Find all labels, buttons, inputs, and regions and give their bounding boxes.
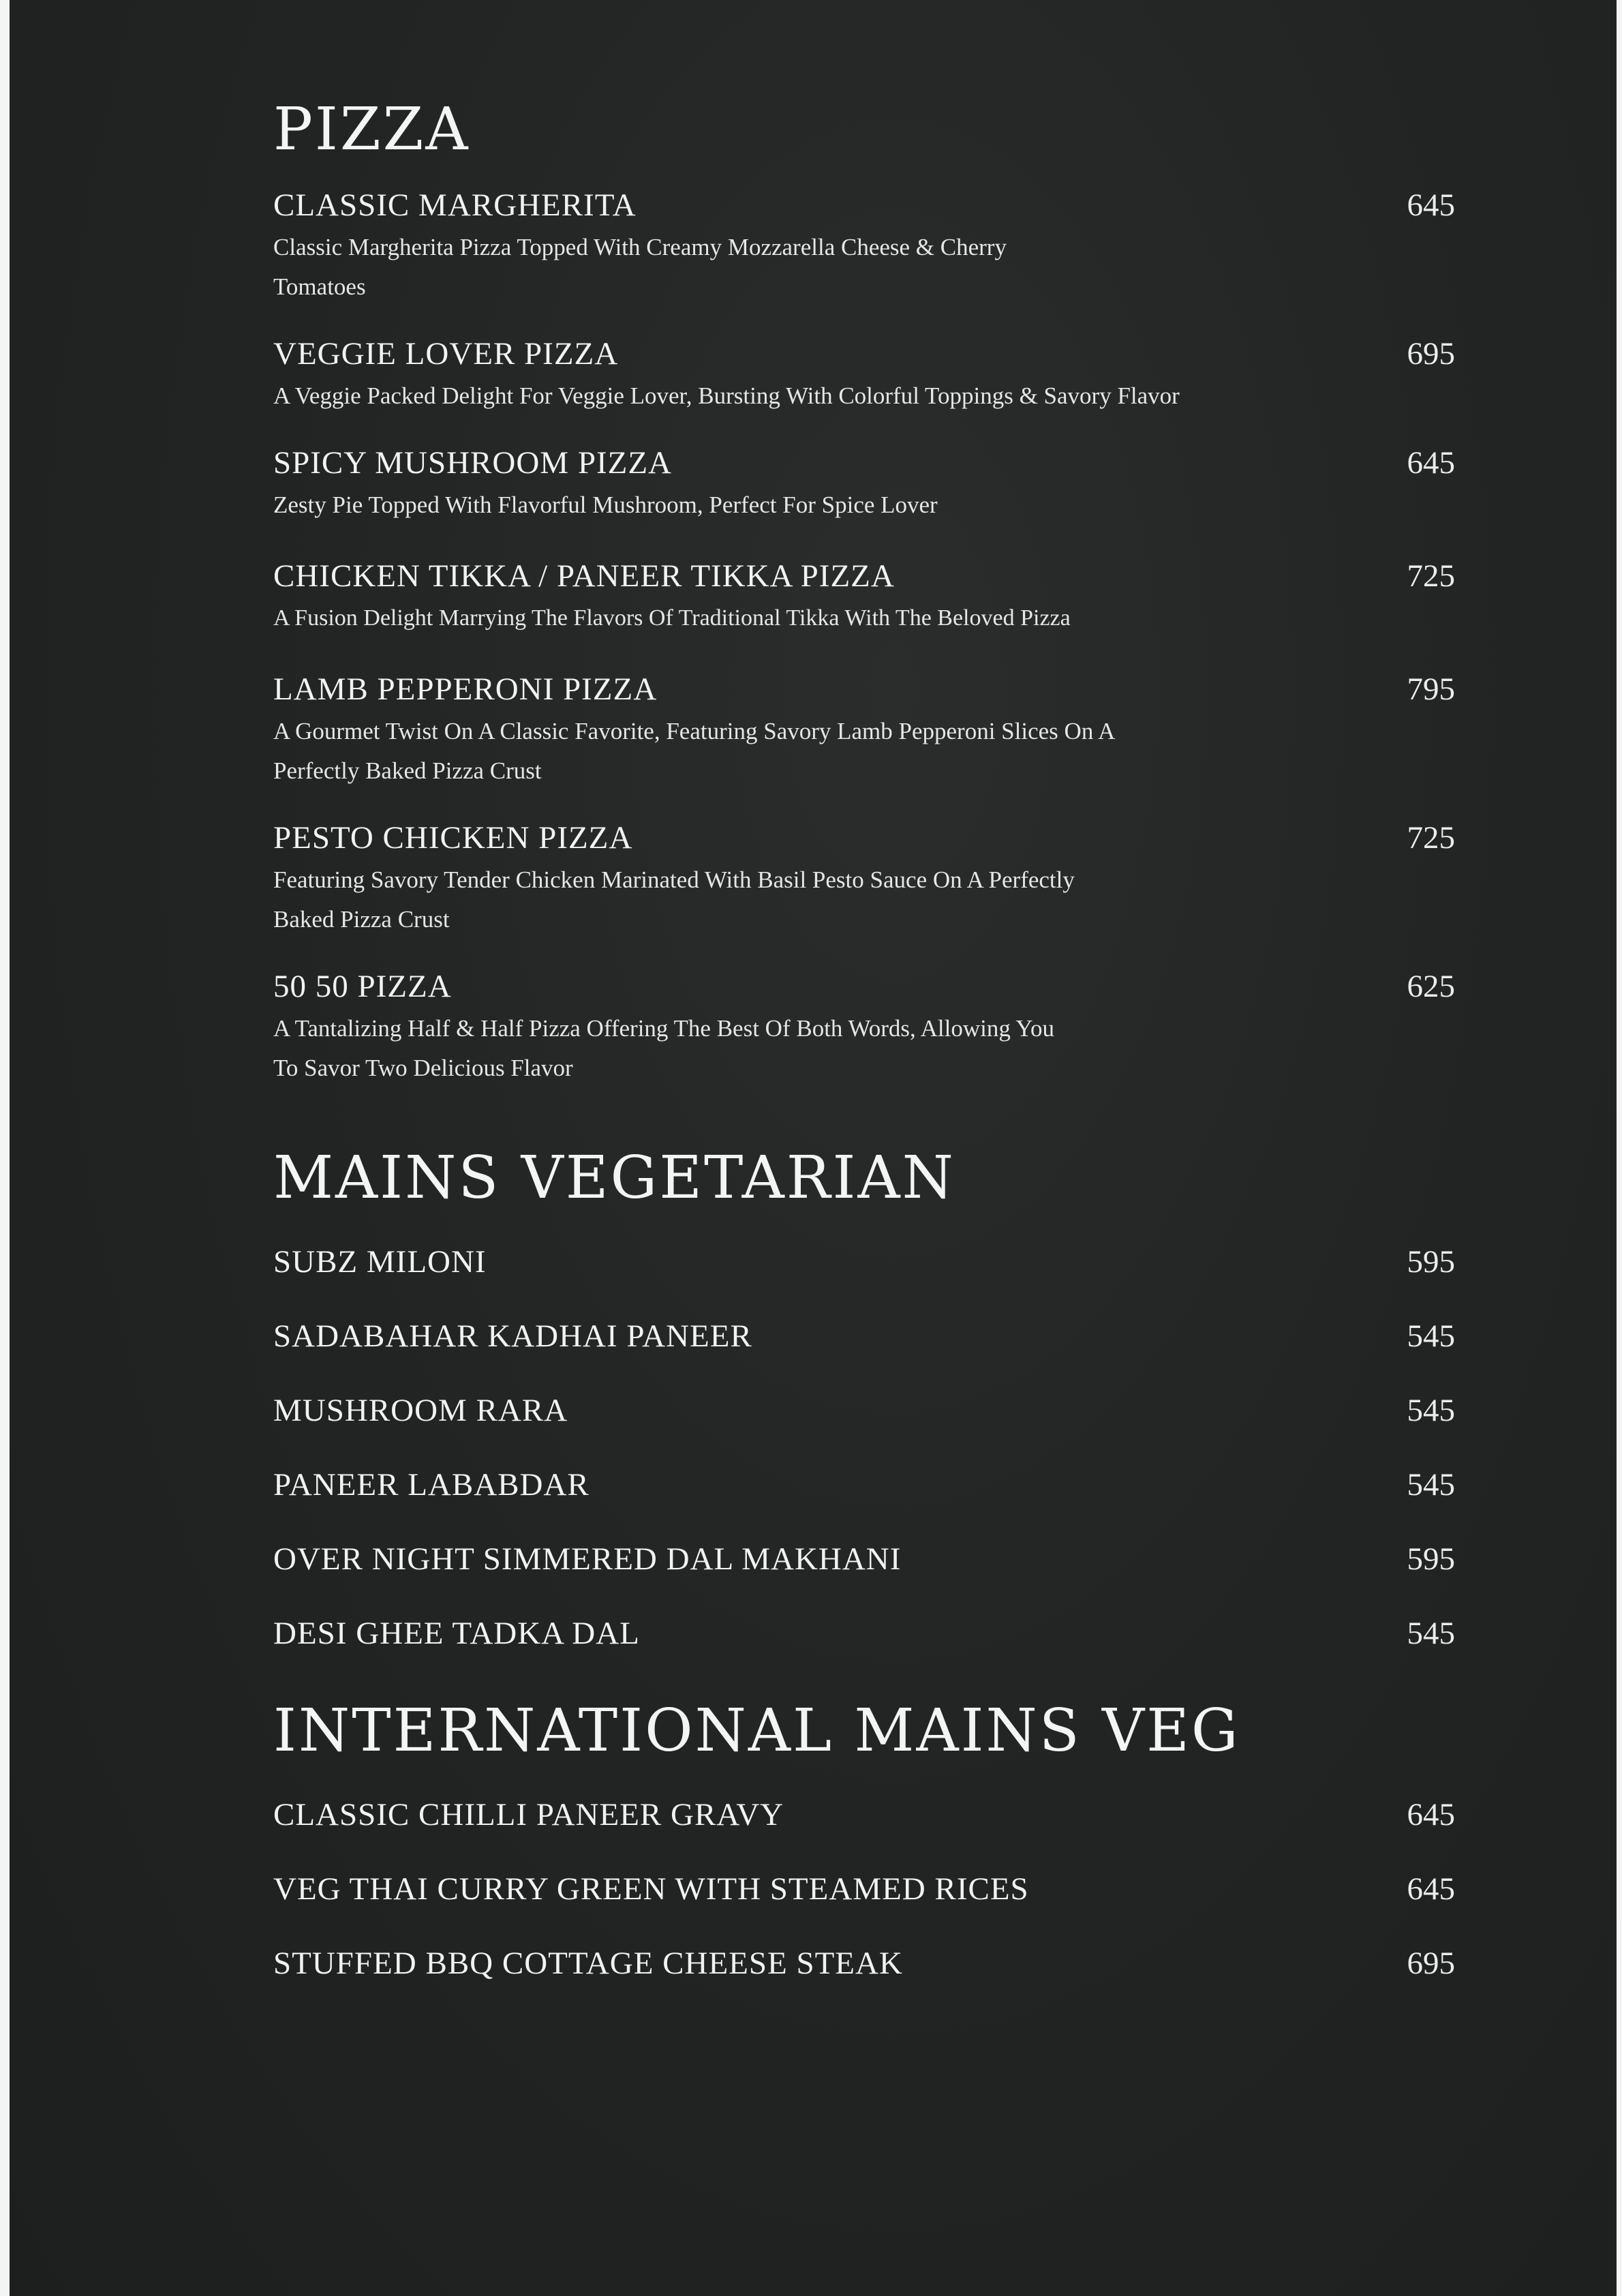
item-name: CLASSIC MARGHERITA [273,187,637,223]
item-name: 50 50 PIZZA [273,969,452,1004]
section-mains-vegetarian [273,1144,1459,1652]
menu-page [10,0,1617,2296]
menu-item [273,1796,1459,1871]
menu-item [273,1945,1459,2019]
item-price: 645 [1407,187,1455,223]
item-name: SADABAHAR KADHAI PANEER [273,1318,752,1354]
item-description: Classic Margherita Pizza Topped With Creamy Mozzarella Cheese & Cherry Tomatoes [273,234,1007,300]
item-price: 645 [1407,1797,1455,1832]
menu-item [273,671,1459,791]
item-price: 795 [1407,671,1455,707]
menu-item [273,1392,1459,1466]
menu-item [273,1318,1459,1392]
item-name: VEG THAI CURRY GREEN WITH STEAMED RICES [273,1871,1029,1907]
item-description: A Gourmet Twist On A Classic Favorite, Featuring Savory Lamb Pepperoni Slices On A Perfectly Baked Pizza Crust [273,718,1114,784]
menu-item [273,819,1459,939]
menu-item [273,335,1459,416]
item-price: 695 [1407,336,1455,372]
item-description: A Tantalizing Half & Half Pizza Offering The Best Of Both Words, Allowing You To Savor Two Delicious Flavor [273,1015,1055,1081]
item-name: SPICY MUSHROOM PIZZA [273,445,672,481]
item-price: 545 [1407,1318,1455,1354]
menu-item [273,1466,1459,1541]
section-pizza [273,95,1459,1088]
item-name: LAMB PEPPERONI PIZZA [273,671,658,707]
menu-item [273,444,1459,525]
section-international-mains-veg [273,1697,1459,2019]
menu-item [273,1871,1459,1945]
item-price: 625 [1407,969,1455,1004]
item-description: A Veggie Packed Delight For Veggie Lover, Bursting With Colorful Toppings & Savory Flavor [273,382,1180,409]
item-price: 545 [1407,1616,1455,1651]
menu-item [273,558,1459,638]
item-name: STUFFED BBQ COTTAGE CHEESE STEAK [273,1946,903,1981]
item-name: PANEER LABABDAR [273,1467,590,1502]
item-name: PESTO CHICKEN PIZZA [273,820,633,856]
item-name: CHICKEN TIKKA / PANEER TIKKA PIZZA [273,558,895,594]
menu-item [273,1243,1459,1318]
item-name: DESI GHEE TADKA DAL [273,1616,640,1651]
item-description: Zesty Pie Topped With Flavorful Mushroom, Perfect For Spice Lover [273,492,938,518]
item-name: MUSHROOM RARA [273,1393,568,1428]
section-title-pizza: PIZZA [273,95,470,164]
item-price: 545 [1407,1467,1455,1502]
item-price: 725 [1407,820,1455,856]
menu-item [273,187,1459,307]
section-title-international-mains-veg: INTERNATIONAL MAINS VEG [273,1697,1240,1765]
item-price: 595 [1407,1244,1455,1280]
menu-item [273,1541,1459,1615]
item-name: SUBZ MILONI [273,1244,487,1280]
item-price: 595 [1407,1541,1455,1577]
item-description: Featuring Savory Tender Chicken Marinated With Basil Pesto Sauce On A Perfectly Baked Pizza Crust [273,866,1075,933]
item-price: 545 [1407,1393,1455,1428]
item-price: 645 [1407,445,1455,481]
item-name: OVER NIGHT SIMMERED DAL MAKHANI [273,1541,902,1577]
item-description: A Fusion Delight Marrying The Flavors Of Traditional Tikka With The Beloved Pizza [273,605,1071,631]
section-title-mains-vegetarian: MAINS VEGETARIAN [273,1144,955,1212]
menu-content [273,95,1459,2019]
item-price: 695 [1407,1946,1455,1981]
item-name: CLASSIC CHILLI PANEER GRAVY [273,1797,784,1832]
item-price: 645 [1407,1871,1455,1907]
item-price: 725 [1407,558,1455,594]
menu-item [273,968,1459,1088]
item-name: VEGGIE LOVER PIZZA [273,336,619,372]
menu-item [273,1615,1459,1652]
